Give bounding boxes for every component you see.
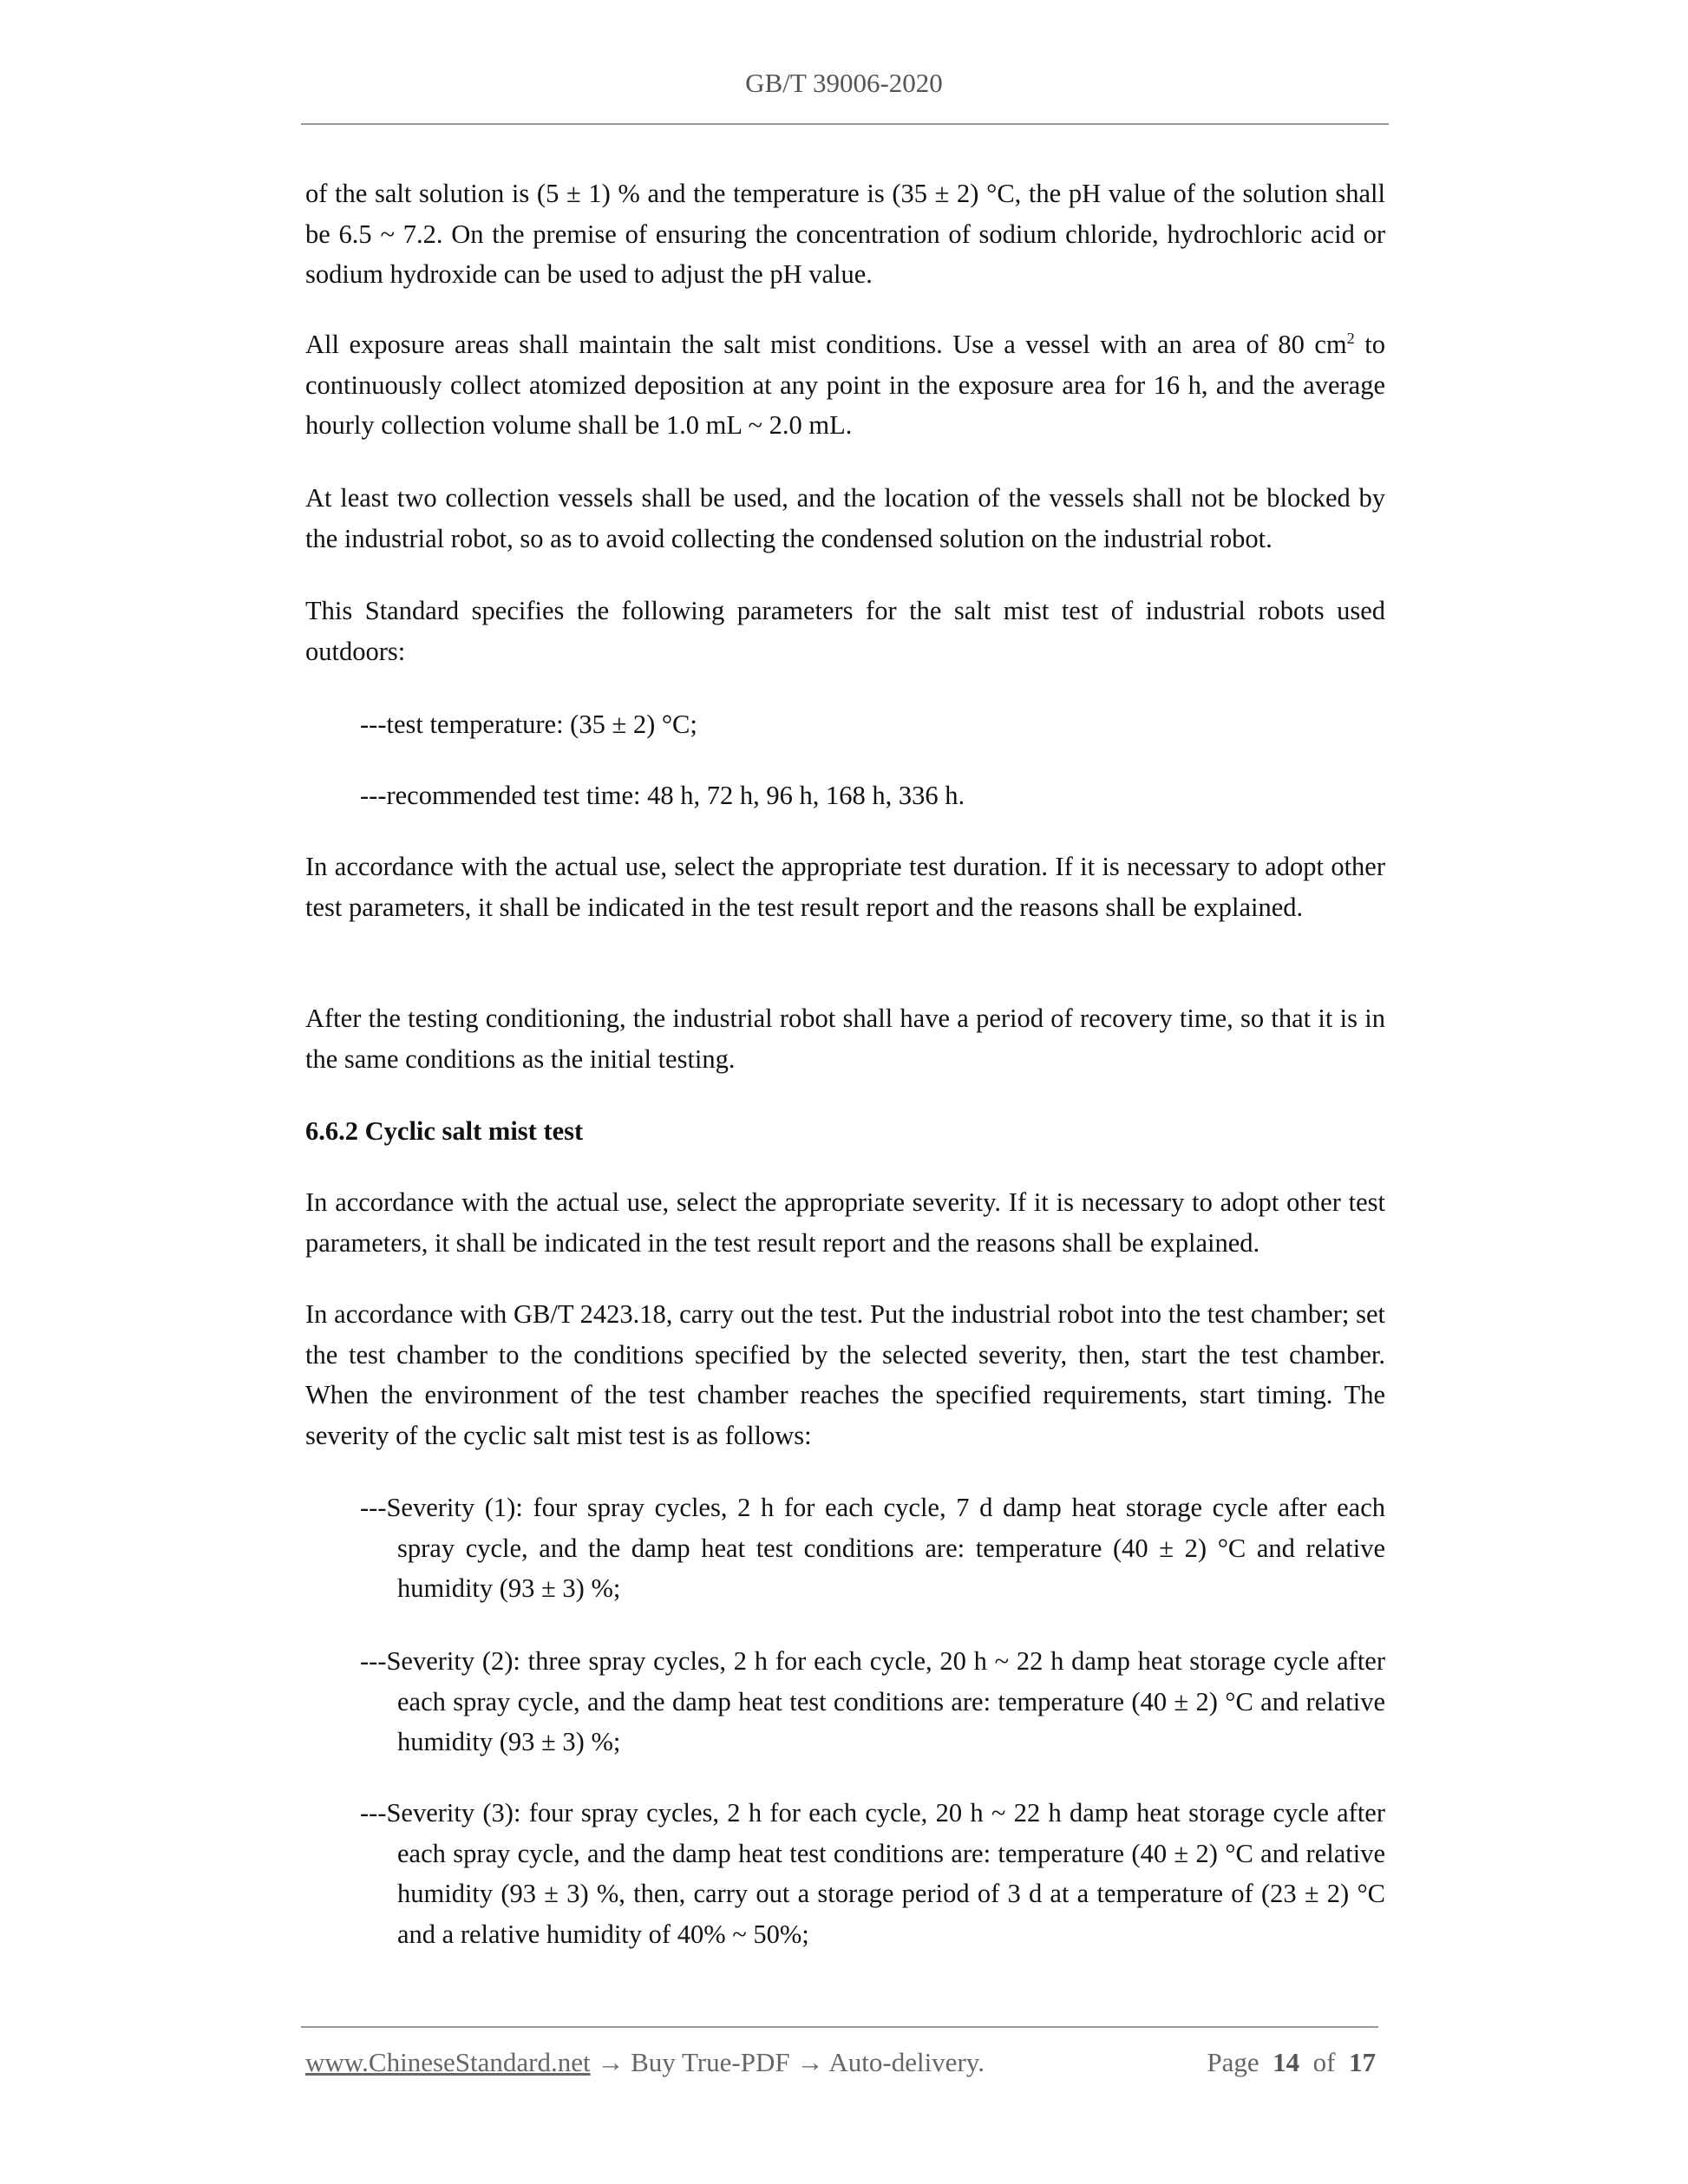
page-indicator [1207,2047,1376,2078]
page-label: Page [1207,2047,1259,2077]
website-link[interactable]: www.ChineseStandard.net [305,2047,591,2077]
list-item: ---test temperature: (35 ± 2) °C; [360,709,697,739]
list-item: ---recommended test time: 48 h, 72 h, 96 h, 168 h, 336 h. [360,781,965,810]
list-item: ---Severity (3): four spray cycles, 2 h for each cycle, 20 h ~ 22 h damp heat storage cycle after each spray cycle, and the damp heat test conditions are: temperature (40 ± 2) °C and relative humidity (93 ± 3) %, then, carry out a storage period of 3 d at a temperature of (23 ± 2) °C and a relative humidity of 40% ~ 50%; [360,1798,1385,1949]
paragraph: of the salt solution is (5 ± 1) % and the temperature is (35 ± 2) °C, the pH value of the solution shall be 6.5 ~ 7.2. On the premise of ensuring the concentration of sodium chloride, hydrochloric acid or sodium hydroxide can be used to adjust the pH value. [305,179,1385,290]
paragraph: At least two collection vessels shall be used, and the location of the vessels shall not be blocked by the industrial robot, so as to avoid collecting the condensed solution on the industrial robot. [305,483,1385,553]
superscript: 2 [1346,329,1355,347]
footer-left [305,2047,985,2078]
footer-divider [301,2026,1378,2028]
total-pages: 17 [1349,2047,1376,2077]
section-heading: 6.6.2 Cyclic salt mist test [305,1116,584,1146]
list-item: ---Severity (2): three spray cycles, 2 h for each cycle, 20 h ~ 22 h damp heat storage cycle after each spray cycle, and the damp heat test conditions are: temperature (40 ± 2) °C and relative humidity (93 ± 3) %; [360,1646,1385,1757]
paragraph [305,324,1385,446]
text: to continuously collect atomized deposition at any point in the exposure area for 16 h, and the average hourly collection volume shall be 1.0 mL ~ 2.0 mL. [305,330,1385,441]
document-header: GB/T 39006-2020 [745,68,943,98]
paragraph: In accordance with GB/T 2423.18, carry out the test. Put the industrial robot into the test chamber; set the test chamber to the conditions specified by the selected severity, then, start the test chamber. When the environment of the test chamber reaches the specified requirements, start timing. The severity of the cyclic salt mist test is as follows: [305,1299,1385,1450]
text: All exposure areas shall maintain the salt mist conditions. Use a vessel with an area of 80 cm [305,330,1347,359]
paragraph: In accordance with the actual use, select the appropriate severity. If it is necessary to adopt other test parameters, it shall be indicated in the test result report and the reasons shall be explained. [305,1187,1385,1258]
paragraph: In accordance with the actual use, select the appropriate test duration. If it is necessary to adopt other test parameters, it shall be indicated in the test result report and the reasons shall be explained. [305,852,1385,922]
paragraph: After the testing conditioning, the industrial robot shall have a period of recovery time, so that it is in the same conditions as the initial testing. [305,1004,1385,1074]
of-label: of [1312,2047,1336,2077]
header-divider [301,123,1389,125]
list-item: ---Severity (1): four spray cycles, 2 h for each cycle, 7 d damp heat storage cycle after each spray cycle, and the damp heat test conditions are: temperature (40 ± 2) °C and relative humidity (93 ± 3) %; [360,1493,1385,1604]
paragraph: This Standard specifies the following parameters for the salt mist test of industrial robots used outdoors: [305,596,1385,666]
page-number: 14 [1273,2047,1300,2077]
footer-text: → Buy True-PDF → Auto-delivery. [590,2047,985,2077]
